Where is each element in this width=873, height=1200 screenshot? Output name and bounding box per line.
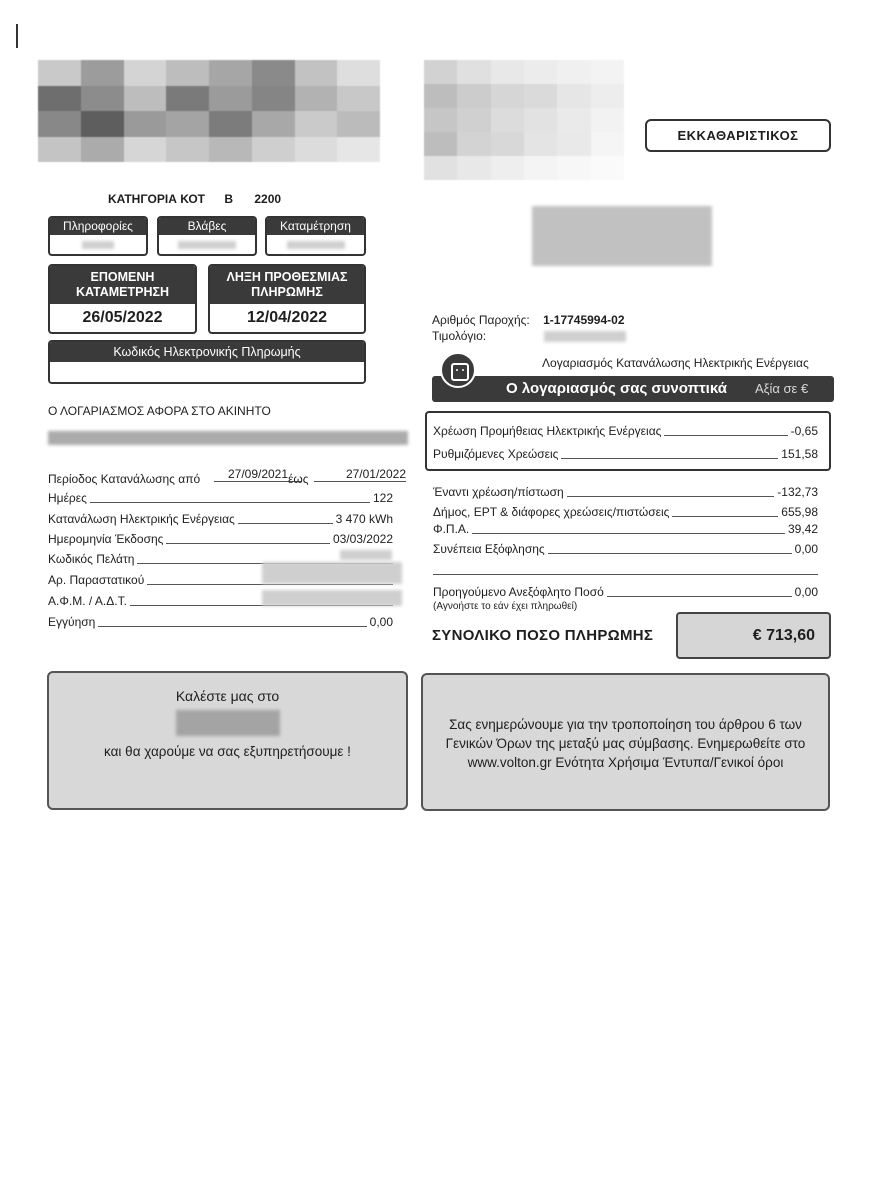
charge-row-punctuality	[433, 540, 818, 556]
charge-row-advance	[433, 483, 818, 499]
charge-row-vat	[433, 520, 818, 536]
consumption-period-label: Περίοδος Κατανάλωσης από	[48, 472, 201, 486]
charge-value: 151,58	[778, 447, 818, 461]
charge-value: 655,98	[778, 505, 818, 519]
detail-value: 3 470 kWh	[333, 512, 393, 526]
detail-row-consumption	[48, 510, 393, 526]
detail-label: Ημέρες	[48, 491, 90, 505]
contact-panel	[47, 671, 408, 810]
tariff-category-code: 2200	[254, 192, 282, 206]
settlement-bill-stamp: ΕΚΚΑΘΑΡΙΣΤΙΚΟΣ	[645, 119, 831, 152]
detail-row-days	[48, 489, 393, 505]
power-socket-icon	[440, 352, 476, 388]
tariff-category	[108, 192, 281, 206]
redacted-company-block	[424, 60, 624, 180]
summary-subtitle: Αξία σε €	[755, 381, 809, 396]
bill-type: Λογαριασμός Κατανάλωσης Ηλεκτρικής Ενέργειας	[542, 356, 809, 370]
charge-value: -132,73	[774, 485, 818, 499]
detail-value: 03/03/2022	[330, 532, 393, 546]
consumption-period	[48, 468, 406, 486]
consumption-period-to: 27/01/2022	[314, 467, 406, 482]
contact-panel-line2: και θα χαρούμε να σας εξυπηρετήσουμε !	[104, 744, 351, 759]
info-box-label: Πληροφορίες	[50, 218, 146, 235]
charge-row-empty	[433, 561, 818, 577]
next-reading-label-1: ΕΠΟΜΕΝΗ	[90, 270, 155, 284]
redacted-sender-block	[38, 60, 380, 162]
supply-number-label: Αριθμός Παροχής:	[432, 313, 530, 327]
invoice-number-label: Τιμολόγιο:	[432, 329, 487, 343]
previous-unpaid-label: Προηγούμενο Ανεξόφλητο Ποσό	[433, 585, 607, 599]
redacted-recipient-address	[532, 206, 712, 266]
redacted-tax-id	[262, 590, 402, 606]
detail-label: Εγγύηση	[48, 615, 98, 629]
contact-panel-line1: Καλέστε μας στο	[175, 688, 280, 704]
electronic-payment-code-box	[48, 340, 366, 384]
consumption-period-to-label: έως	[288, 472, 309, 486]
detail-label: Αρ. Παραστατικού	[48, 573, 147, 587]
tariff-category-class: B	[224, 192, 234, 206]
info-box-metering	[265, 216, 366, 256]
previous-unpaid-note: (Αγνοήστε το εάν έχει πληρωθεί)	[433, 601, 578, 612]
info-box-faults	[157, 216, 257, 256]
payment-due-label-2: ΠΛΗΡΩΜΗΣ	[251, 285, 323, 299]
previous-unpaid-row	[433, 583, 818, 599]
main-charges-box	[425, 411, 831, 471]
detail-value: 122	[370, 491, 393, 505]
info-box-label: Βλάβες	[159, 218, 255, 235]
invoice-number	[432, 329, 486, 343]
detail-label: Κατανάλωση Ηλεκτρικής Ενέργειας	[48, 512, 238, 526]
charge-label: Φ.Π.Α.	[433, 522, 472, 536]
terms-notice-panel	[421, 673, 830, 811]
detail-row-issue-date	[48, 530, 393, 546]
terms-notice-line1: Σας ενημερώνουμε για την τροποποίηση του άρθρου 6 των	[449, 717, 802, 732]
charge-label: Ρυθμιζόμενες Χρεώσεις	[433, 447, 561, 461]
terms-notice-line2: Γενικών Όρων της μεταξύ μας σύμβασης. Ενημερωθείτε στο	[445, 736, 806, 751]
info-box-label: Καταμέτρηση	[267, 218, 364, 235]
previous-unpaid-value: 0,00	[792, 585, 818, 599]
detail-label: Ημερομηνία Έκδοσης	[48, 532, 166, 546]
charge-label: Συνέπεια Εξόφλησης	[433, 542, 548, 556]
property-heading: Ο ΛΟΓΑΡΙΑΣΜΟΣ ΑΦΟΡΑ ΣΤΟ ΑΚΙΝΗΤΟ	[48, 404, 271, 418]
margin-mark	[16, 24, 18, 48]
charge-value: 39,42	[785, 522, 818, 536]
next-reading-label-2: ΚΑΤΑΜΕΤΡΗΣΗ	[75, 285, 170, 299]
payment-due-date: 12/04/2022	[246, 309, 328, 326]
charge-value: -0,65	[788, 424, 818, 438]
detail-label: Κωδικός Πελάτη	[48, 552, 137, 566]
tariff-category-label: ΚΑΤΗΓΟΡΙΑ ΚΟΤ	[108, 192, 205, 206]
next-reading-box	[48, 264, 197, 334]
redacted-phone-number	[176, 710, 280, 736]
supply-number-value: 1-17745994-02	[543, 313, 625, 327]
summary-title: Ο λογαριασμός σας συνοπτικά	[506, 380, 727, 397]
total-amount-label: ΣΥΝΟΛΙΚΟ ΠΟΣΟ ΠΛΗΡΩΜΗΣ	[432, 627, 654, 644]
redacted-invoice-number	[544, 331, 626, 342]
supply-number	[432, 313, 625, 327]
detail-label: Α.Φ.Μ. / Α.Δ.Τ.	[48, 594, 130, 608]
electronic-payment-code-value	[50, 362, 364, 384]
electronic-payment-code-label: Κωδικός Ηλεκτρονικής Πληρωμής	[50, 342, 364, 362]
terms-notice-line3: www.volton.gr Ενότητα Χρήσιμα Έντυπα/Γενικοί όροι	[467, 755, 784, 770]
detail-value: 0,00	[367, 615, 393, 629]
charge-label: Δήμος, ΕΡΤ & διάφορες χρεώσεις/πιστώσεις	[433, 505, 672, 519]
payment-due-label-1: ΛΗΞΗ ΠΡΟΘΕΣΜΙΑΣ	[226, 270, 348, 284]
charge-row-regulated	[433, 445, 818, 461]
info-box-information	[48, 216, 148, 256]
charge-value: 0,00	[792, 542, 818, 556]
charge-label: Έναντι χρέωση/πίστωση	[433, 485, 567, 499]
charge-row-municipal	[433, 503, 818, 519]
redacted-document-number	[262, 562, 402, 584]
total-amount-value: € 713,60	[676, 612, 831, 659]
payment-due-box	[208, 264, 366, 334]
redacted-property-address	[48, 431, 408, 445]
charge-label: Χρέωση Προμήθειας Ηλεκτρικής Ενέργειας	[433, 424, 664, 438]
redacted-phone	[287, 241, 345, 249]
redacted-phone	[178, 241, 236, 249]
redacted-customer-code	[340, 550, 392, 560]
redacted-phone	[82, 241, 114, 249]
consumption-period-from: 27/09/2021	[214, 467, 302, 482]
detail-row-deposit	[48, 613, 393, 629]
charge-row-supply	[433, 422, 818, 438]
next-reading-date: 26/05/2022	[82, 309, 163, 326]
